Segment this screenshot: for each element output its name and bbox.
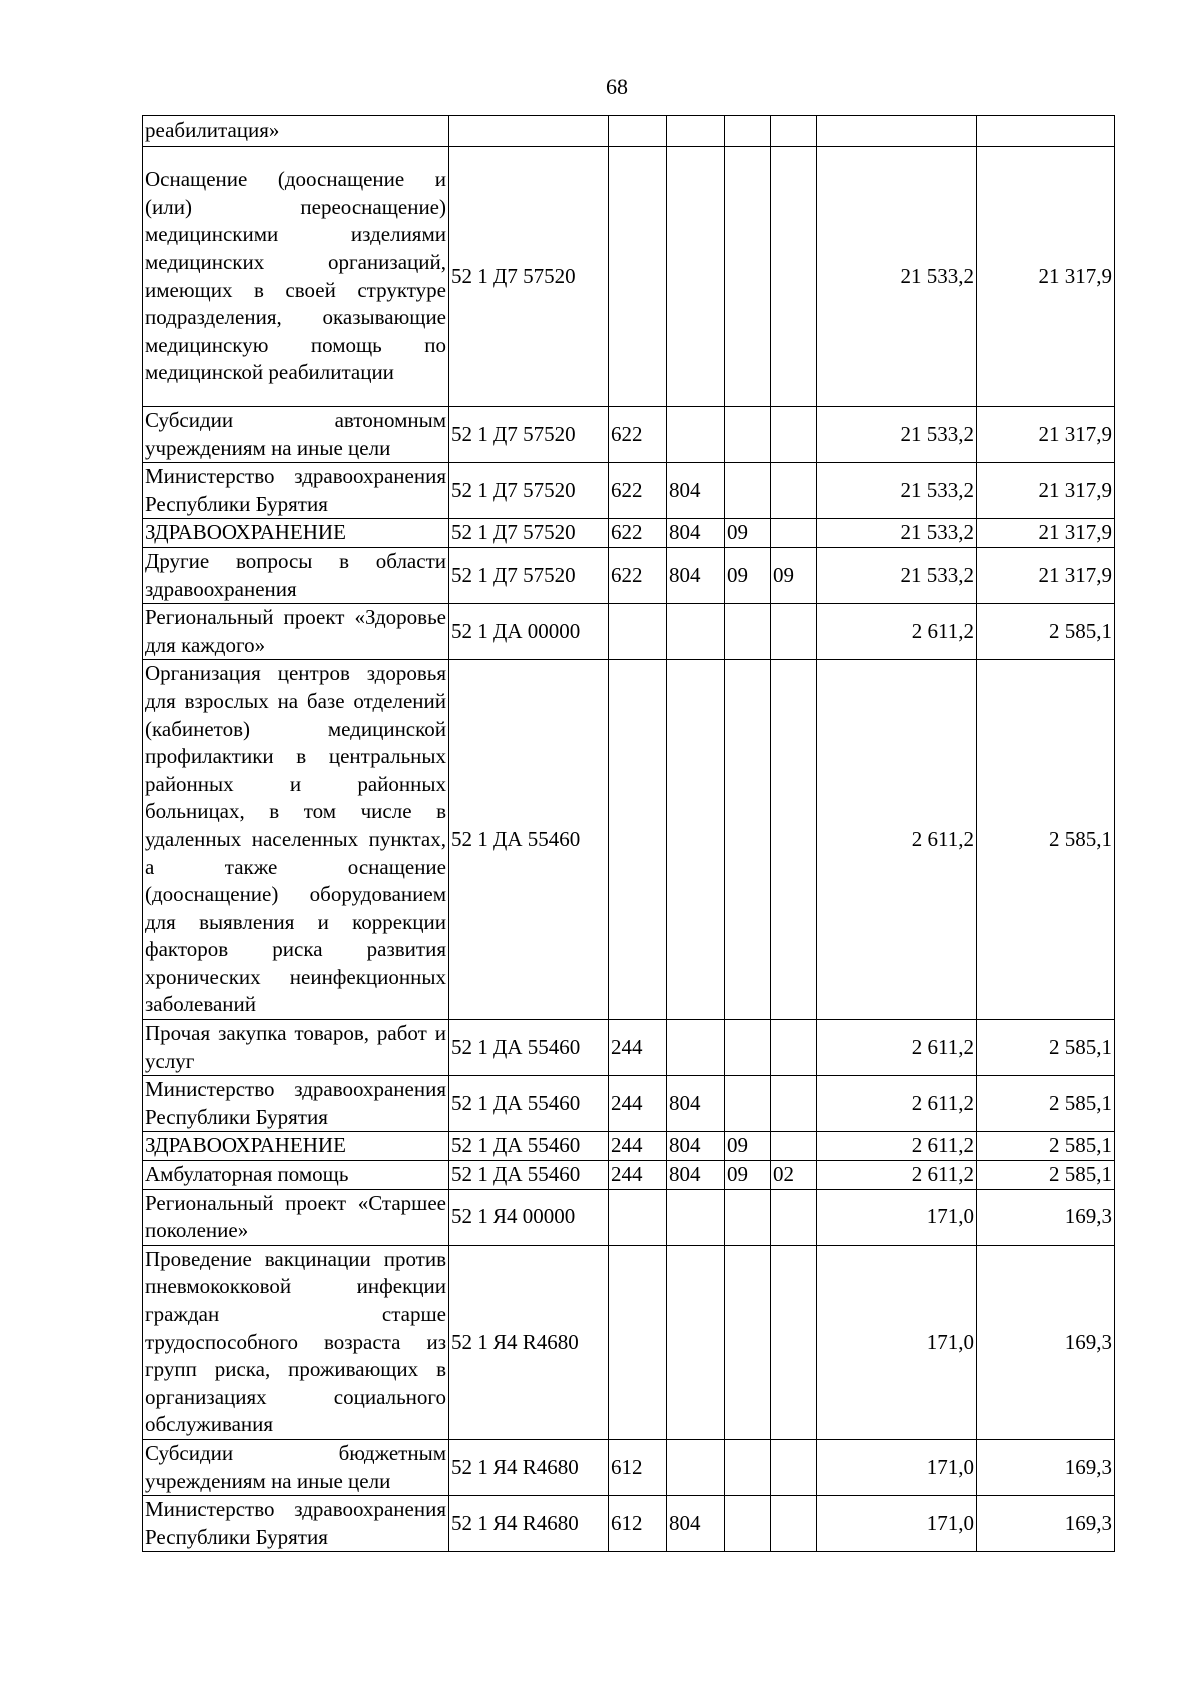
ministry-code bbox=[667, 1189, 725, 1245]
target-article-code: 52 1 ДА 55460 bbox=[449, 1132, 609, 1161]
ministry-code: 804 bbox=[667, 1161, 725, 1190]
amount-year-1: 2 611,2 bbox=[817, 1076, 977, 1132]
section-code bbox=[725, 1020, 771, 1076]
subsection-code bbox=[771, 1439, 817, 1495]
subsection-code bbox=[771, 116, 817, 147]
amount-year-2: 2 585,1 bbox=[977, 1076, 1115, 1132]
target-article-code: 52 1 Я4 R4680 bbox=[449, 1439, 609, 1495]
table-row bbox=[143, 463, 1115, 519]
row-description: Прочая закупка товаров, работ и услуг bbox=[143, 1020, 449, 1076]
expense-type-code: 612 bbox=[609, 1496, 667, 1552]
amount-year-1: 2 611,2 bbox=[817, 1020, 977, 1076]
subsection-code: 02 bbox=[771, 1161, 817, 1190]
expense-type-code bbox=[609, 1189, 667, 1245]
expense-type-code: 244 bbox=[609, 1161, 667, 1190]
row-description: Министерство здравоохранения Республики Бурятия bbox=[143, 1076, 449, 1132]
row-description: Министерство здравоохранения Республики Бурятия bbox=[143, 463, 449, 519]
amount-year-2: 2 585,1 bbox=[977, 604, 1115, 660]
subsection-code bbox=[771, 1496, 817, 1552]
table-row bbox=[143, 1189, 1115, 1245]
amount-year-1: 2 611,2 bbox=[817, 1161, 977, 1190]
section-code bbox=[725, 463, 771, 519]
table-row bbox=[143, 1161, 1115, 1190]
amount-year-1: 2 611,2 bbox=[817, 1132, 977, 1161]
amount-year-1: 21 533,2 bbox=[817, 463, 977, 519]
amount-year-2: 169,3 bbox=[977, 1189, 1115, 1245]
subsection-code bbox=[771, 463, 817, 519]
expense-type-code bbox=[609, 116, 667, 147]
amount-year-2: 169,3 bbox=[977, 1439, 1115, 1495]
ministry-code bbox=[667, 147, 725, 407]
section-code bbox=[725, 1439, 771, 1495]
amount-year-1: 21 533,2 bbox=[817, 547, 977, 603]
target-article-code: 52 1 ДА 55460 bbox=[449, 1076, 609, 1132]
row-description: Амбулаторная помощь bbox=[143, 1161, 449, 1190]
subsection-code bbox=[771, 604, 817, 660]
amount-year-2 bbox=[977, 116, 1115, 147]
ministry-code: 804 bbox=[667, 1076, 725, 1132]
table-row bbox=[143, 407, 1115, 463]
ministry-code bbox=[667, 407, 725, 463]
table-row bbox=[143, 519, 1115, 548]
row-description: Региональный проект «Здоровье для каждого» bbox=[143, 604, 449, 660]
subsection-code bbox=[771, 1132, 817, 1161]
table-row bbox=[143, 1439, 1115, 1495]
row-description: ЗДРАВООХРАНЕНИЕ bbox=[143, 519, 449, 548]
amount-year-1: 21 533,2 bbox=[817, 147, 977, 407]
section-code: 09 bbox=[725, 1161, 771, 1190]
amount-year-1: 2 611,2 bbox=[817, 604, 977, 660]
row-description: ЗДРАВООХРАНЕНИЕ bbox=[143, 1132, 449, 1161]
subsection-code bbox=[771, 147, 817, 407]
amount-year-1: 171,0 bbox=[817, 1245, 977, 1439]
section-code bbox=[725, 407, 771, 463]
section-code bbox=[725, 604, 771, 660]
amount-year-1: 171,0 bbox=[817, 1496, 977, 1552]
amount-year-2: 21 317,9 bbox=[977, 463, 1115, 519]
target-article-code: 52 1 Д7 57520 bbox=[449, 147, 609, 407]
expense-type-code: 622 bbox=[609, 407, 667, 463]
expense-type-code bbox=[609, 660, 667, 1020]
section-code: 09 bbox=[725, 519, 771, 548]
section-code bbox=[725, 147, 771, 407]
row-description: Субсидии бюджетным учреждениям на иные цели bbox=[143, 1439, 449, 1495]
amount-year-2: 21 317,9 bbox=[977, 407, 1115, 463]
expense-type-code bbox=[609, 604, 667, 660]
table-row bbox=[143, 1132, 1115, 1161]
section-code bbox=[725, 660, 771, 1020]
subsection-code bbox=[771, 519, 817, 548]
ministry-code bbox=[667, 1245, 725, 1439]
target-article-code: 52 1 ДА 55460 bbox=[449, 660, 609, 1020]
target-article-code: 52 1 Д7 57520 bbox=[449, 463, 609, 519]
ministry-code bbox=[667, 1439, 725, 1495]
target-article-code: 52 1 Д7 57520 bbox=[449, 519, 609, 548]
amount-year-2: 169,3 bbox=[977, 1496, 1115, 1552]
page-number: 68 bbox=[606, 74, 628, 99]
amount-year-2: 21 317,9 bbox=[977, 147, 1115, 407]
target-article-code: 52 1 ДА 55460 bbox=[449, 1161, 609, 1190]
ministry-code: 804 bbox=[667, 1132, 725, 1161]
table-row bbox=[143, 604, 1115, 660]
section-code bbox=[725, 1076, 771, 1132]
row-description: Оснащение (дооснащение и (или) переоснащение) медицинскими изделиями медицинских организаций, имеющих в своей структуре подразделения, оказывающие медицинскую помощь по медицинской реабилитации bbox=[143, 147, 449, 407]
amount-year-2: 2 585,1 bbox=[977, 1020, 1115, 1076]
expense-type-code: 244 bbox=[609, 1020, 667, 1076]
amount-year-1 bbox=[817, 116, 977, 147]
ministry-code: 804 bbox=[667, 519, 725, 548]
amount-year-2: 2 585,1 bbox=[977, 1132, 1115, 1161]
subsection-code bbox=[771, 1245, 817, 1439]
expense-type-code: 244 bbox=[609, 1076, 667, 1132]
amount-year-2: 2 585,1 bbox=[977, 660, 1115, 1020]
target-article-code bbox=[449, 116, 609, 147]
target-article-code: 52 1 Я4 00000 bbox=[449, 1189, 609, 1245]
ministry-code: 804 bbox=[667, 463, 725, 519]
ministry-code bbox=[667, 1020, 725, 1076]
amount-year-1: 21 533,2 bbox=[817, 407, 977, 463]
row-description: Региональный проект «Старшее поколение» bbox=[143, 1189, 449, 1245]
amount-year-2: 21 317,9 bbox=[977, 547, 1115, 603]
ministry-code bbox=[667, 660, 725, 1020]
table-row bbox=[143, 1245, 1115, 1439]
ministry-code bbox=[667, 116, 725, 147]
amount-year-1: 171,0 bbox=[817, 1189, 977, 1245]
amount-year-1: 2 611,2 bbox=[817, 660, 977, 1020]
expense-type-code: 612 bbox=[609, 1439, 667, 1495]
target-article-code: 52 1 Д7 57520 bbox=[449, 407, 609, 463]
expense-type-code: 244 bbox=[609, 1132, 667, 1161]
table-row bbox=[143, 1020, 1115, 1076]
expense-type-code: 622 bbox=[609, 519, 667, 548]
subsection-code bbox=[771, 660, 817, 1020]
row-description: Другие вопросы в области здравоохранения bbox=[143, 547, 449, 603]
ministry-code: 804 bbox=[667, 1496, 725, 1552]
target-article-code: 52 1 Я4 R4680 bbox=[449, 1245, 609, 1439]
row-description: Министерство здравоохранения Республики Бурятия bbox=[143, 1496, 449, 1552]
subsection-code bbox=[771, 1189, 817, 1245]
row-description: реабилитация» bbox=[143, 116, 449, 147]
expense-type-code bbox=[609, 1245, 667, 1439]
amount-year-1: 171,0 bbox=[817, 1439, 977, 1495]
section-code bbox=[725, 1189, 771, 1245]
amount-year-1: 21 533,2 bbox=[817, 519, 977, 548]
table-row bbox=[143, 147, 1115, 407]
target-article-code: 52 1 Я4 R4680 bbox=[449, 1496, 609, 1552]
subsection-code: 09 bbox=[771, 547, 817, 603]
amount-year-2: 21 317,9 bbox=[977, 519, 1115, 548]
row-description: Субсидии автономным учреждениям на иные цели bbox=[143, 407, 449, 463]
row-description: Организация центров здоровья для взрослых на базе отделений (кабинетов) медицинской профилактики в центральных районных и районных больницах, в том числе в удаленных населенных пунктах, а также оснащение (дооснащение) оборудованием для выявления и коррекции факторов риска развития хронических неинфекционных заболеваний bbox=[143, 660, 449, 1020]
table-row bbox=[143, 1076, 1115, 1132]
row-description: Проведение вакцинации против пневмококковой инфекции граждан старше трудоспособного возраста из групп риска, проживающих в организациях социального обслуживания bbox=[143, 1245, 449, 1439]
subsection-code bbox=[771, 1020, 817, 1076]
amount-year-2: 169,3 bbox=[977, 1245, 1115, 1439]
section-code: 09 bbox=[725, 1132, 771, 1161]
table-row bbox=[143, 660, 1115, 1020]
table-row bbox=[143, 547, 1115, 603]
expense-type-code bbox=[609, 147, 667, 407]
table-row bbox=[143, 116, 1115, 147]
amount-year-2: 2 585,1 bbox=[977, 1161, 1115, 1190]
ministry-code bbox=[667, 604, 725, 660]
section-code bbox=[725, 1245, 771, 1439]
section-code: 09 bbox=[725, 547, 771, 603]
subsection-code bbox=[771, 407, 817, 463]
expense-type-code: 622 bbox=[609, 463, 667, 519]
section-code bbox=[725, 1496, 771, 1552]
subsection-code bbox=[771, 1076, 817, 1132]
table-row bbox=[143, 1496, 1115, 1552]
expense-type-code: 622 bbox=[609, 547, 667, 603]
section-code bbox=[725, 116, 771, 147]
target-article-code: 52 1 ДА 55460 bbox=[449, 1020, 609, 1076]
budget-table bbox=[142, 115, 1115, 1552]
ministry-code: 804 bbox=[667, 547, 725, 603]
table-body bbox=[143, 116, 1115, 1552]
target-article-code: 52 1 Д7 57520 bbox=[449, 547, 609, 603]
target-article-code: 52 1 ДА 00000 bbox=[449, 604, 609, 660]
